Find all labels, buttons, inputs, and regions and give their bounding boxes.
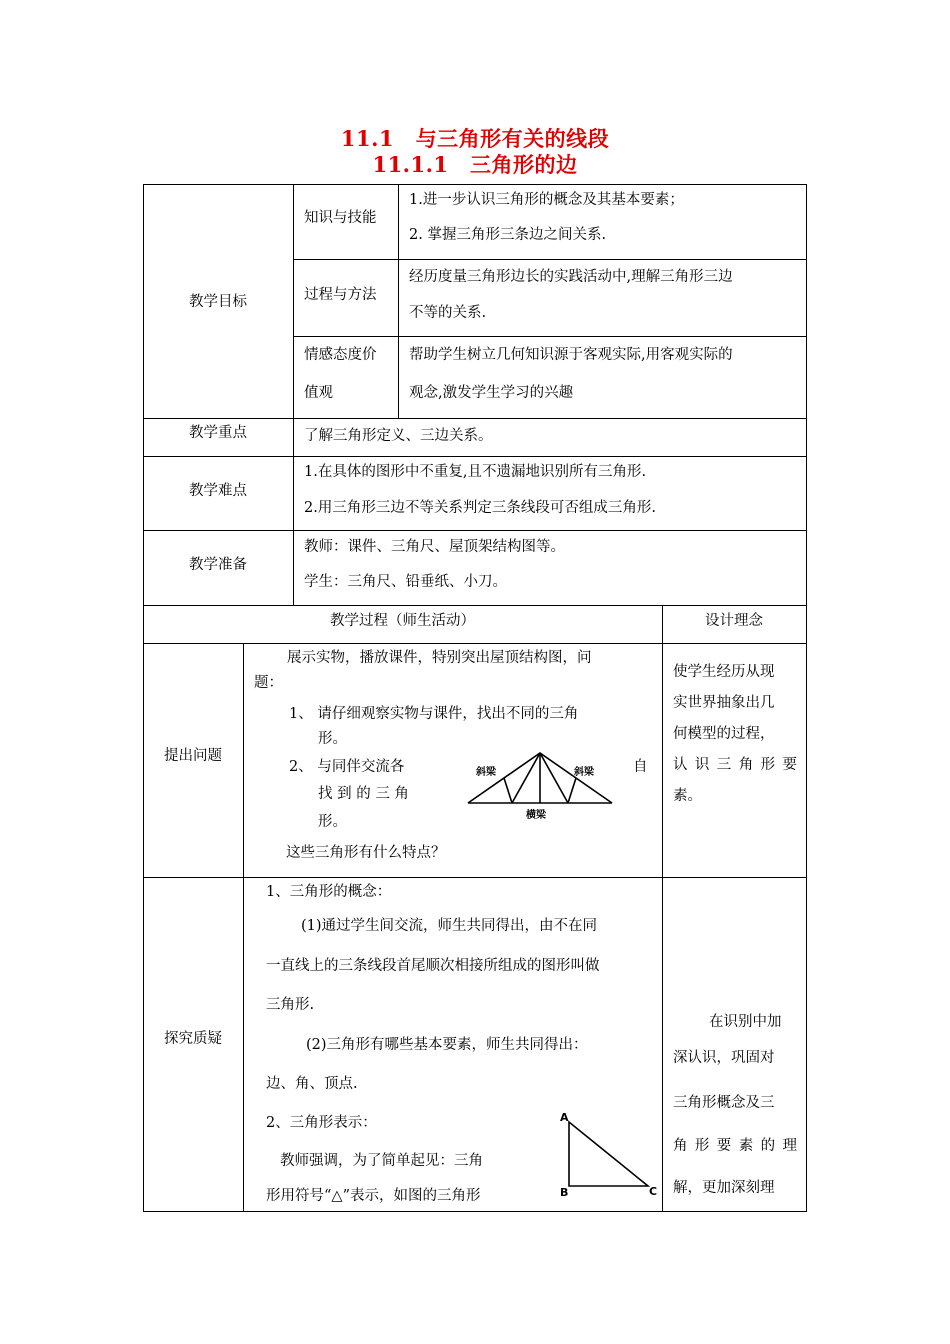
explore-s2: 2、三角形表示： [266,1115,377,1131]
design-1-line-2: 实世界抽象出几 [673,695,775,711]
emotion-text-2: 观念,激发学生学习的兴趣 [409,385,574,401]
knowledge-label: 知识与技能 [304,210,377,226]
design-1-line-3: 何模型的过程， [673,726,775,742]
roof-truss-diagram [462,750,620,822]
vertex-a-label: A [560,1111,569,1124]
explore-s1: 1、三角形的概念： [266,884,392,900]
knowledge-text-2: 2. 掌握三角形三条边之间关系. [409,227,607,243]
border-h [143,605,807,606]
objectives-label: 教学目标 [189,294,247,310]
design-2-line-1: 在识别中加 [709,1014,782,1030]
truss-label-bottom: 横梁 [526,810,546,821]
border-h [293,259,807,260]
design-2-line-2: 深认识，巩固对 [673,1050,775,1066]
explore-p3-line-1: 教师强调，为了简单起见：三角 [280,1153,483,1169]
difficulties-text-1: 1.在具体的图形中不重复,且不遗漏地识别所有三角形. [304,464,647,480]
question-2-line-2: 找 到 的 三 角 [318,786,409,802]
border-h [293,336,807,337]
truss-label-left: 斜梁 [476,767,496,778]
process-label: 过程与方法 [304,287,377,303]
question-1-line-2: 形。 [318,731,347,747]
key-points-label: 教学重点 [189,425,247,441]
border-h [143,530,807,531]
explore-p2-line-1: (2)三角形有哪些基本要素，师生共同得出： [306,1037,588,1053]
explore-label: 探究质疑 [164,1031,222,1047]
question-1-line-1: 1、 请仔细观察实物与课件，找出不同的三角 [289,706,579,722]
explore-p2-line-2: 边、角、顶点. [266,1076,358,1092]
process-text-2: 不等的关系. [409,305,487,321]
knowledge-text-1: 1.进一步认识三角形的概念及其基本要素； [409,192,684,208]
border-top [143,184,807,185]
difficulties-text-2: 2.用三角形三边不等关系判定三条线段可否组成三角形. [304,500,656,516]
border-left [143,184,144,1212]
vertex-b-label: B [560,1186,569,1199]
question-2-part-2: 自 [633,759,648,775]
question-2-line-3: 形。 [318,814,347,830]
design-1-line-4: 认 识 三 角 形 要 [673,757,797,773]
border-v [293,184,294,605]
question-2-part-1: 2、 与同伴交流各 [289,759,405,775]
triangle-abc-diagram [552,1108,662,1200]
difficulties-label: 教学难点 [189,483,247,499]
explore-p3-line-2: 形用符号“△”表示，如图的三角形 [266,1188,481,1204]
emotion-label-1: 情感态度价 [304,347,377,363]
intro-line-2: 题： [254,675,283,691]
border-h [143,418,807,419]
vertex-c-label: C [649,1185,658,1198]
lesson-subtitle: 11.1.1 三角形的边 [372,152,578,177]
intro-line-1: 展示实物，播放课件，特别突出屋顶结构图，问 [287,650,592,666]
design-2-line-4: 角 形 要 素 的 理 [673,1138,797,1154]
border-v [243,643,244,1211]
border-bottom [143,1211,807,1212]
process-text-1: 经历度量三角形边长的实践活动中,理解三角形三边 [409,269,733,285]
key-points-text: 了解三角形定义、三边关系。 [304,428,493,444]
explore-p1-line-2: 一直线上的三条线段首尾顺次相接所组成的图形叫做 [266,958,600,974]
raise-question-label: 提出问题 [164,748,222,764]
question-3: 这些三角形有什么特点？ [286,845,446,861]
process-activity-header: 教学过程（师生活动） [330,613,475,629]
border-right [806,184,807,1212]
preparation-student: 学生：三角尺、铅垂纸、小刀。 [304,574,507,590]
design-1-line-5: 素。 [673,788,702,804]
emotion-label-2: 值观 [304,385,333,401]
border-v [662,605,663,1211]
border-h [143,456,807,457]
lesson-title: 11.1 与三角形有关的线段 [340,126,610,151]
preparation-teacher: 教师：课件、三角尺、屋顶架结构图等。 [304,539,565,555]
design-2-line-5: 解，更加深刻理 [673,1180,775,1196]
design-2-line-3: 三角形概念及三 [673,1095,775,1111]
design-1-line-1: 使学生经历从现 [673,664,775,680]
design-concept-header: 设计理念 [705,613,763,629]
border-v [398,184,399,418]
truss-label-right: 斜梁 [574,767,594,778]
explore-p1-line-3: 三角形. [266,997,315,1013]
explore-p1-line-1: (1)通过学生间交流，师生共同得出，由不在同 [301,918,598,934]
preparation-label: 教学准备 [189,557,247,573]
emotion-text-1: 帮助学生树立几何知识源于客观实际,用客观实际的 [409,347,733,363]
